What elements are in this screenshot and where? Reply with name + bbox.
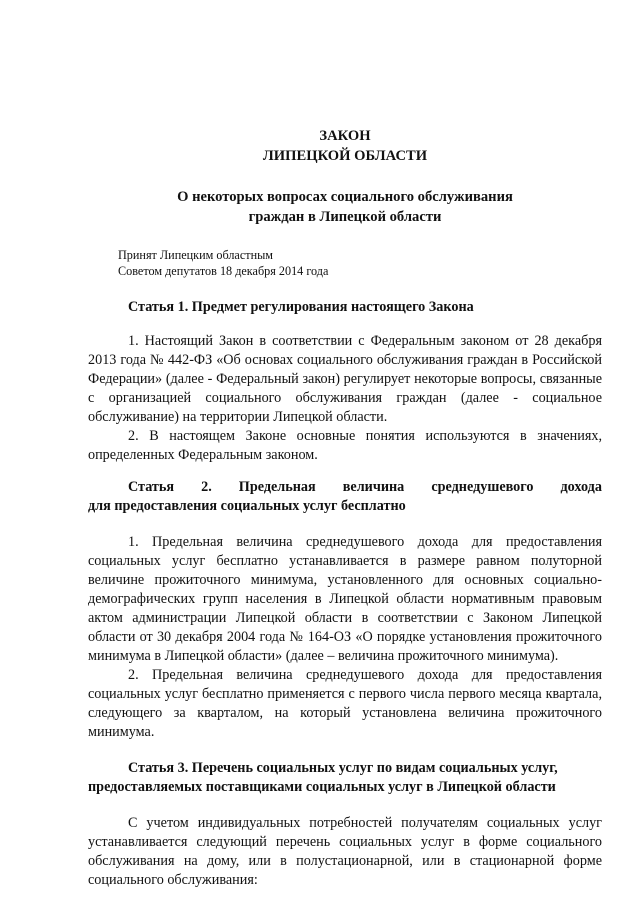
article-3-heading-line-1: Статья 3. Перечень социальных услуг по видам социальных услуг, [128, 760, 558, 776]
article-2-paragraph-2: 2. Предельная величина среднедушевого дохода для предоставления социальных услуг бесплатно применяется с первого числа первого месяца квартала, следующего за кварталом, на который установлена величина прожиточного минимума. [88, 667, 602, 740]
adoption-line-1: Принят Липецким областным [118, 248, 274, 262]
article-3-body [88, 814, 602, 890]
article-1-body [88, 332, 602, 465]
adoption-note [118, 247, 602, 279]
law-subject-line-1: О некоторых вопросах социального обслуживания [177, 189, 513, 205]
article-1-paragraph-2: 2. В настоящем Законе основные понятия используются в значениях, определенных Федеральным законом. [88, 428, 602, 463]
article-2-heading-word: величина [342, 479, 405, 495]
article-2-heading-line-1 [88, 478, 602, 497]
article-3-heading-line-2: предоставляемых поставщиками социальных услуг в Липецкой области [88, 779, 556, 795]
article-2-body [88, 533, 602, 742]
article-2-heading [88, 478, 602, 516]
law-title [88, 127, 602, 166]
article-2-heading-word: дохода [560, 479, 602, 495]
article-1-paragraph-1: 1. Настоящий Закон в соответствии с Федеральным законом от 28 декабря 2013 года № 442-ФЗ «Об основах социального обслуживания граждан в Российской Федерации» (далее - Федеральный закон) регулирует некоторые вопросы, связанные с организацией социального обслуживания граждан (далее - социальное обслуживание) на территории Липецкой области. [88, 333, 602, 425]
law-subject [88, 188, 602, 227]
article-2-heading-word: Статья [128, 479, 175, 495]
adoption-line-2: Советом депутатов 18 декабря 2014 года [118, 264, 329, 278]
law-title-line-1: ЗАКОН [319, 128, 371, 144]
article-2-heading-line-2: для предоставления социальных услуг бесплатно [88, 498, 406, 514]
article-2-heading-word: среднедушевого [431, 479, 534, 495]
document-body [88, 127, 602, 890]
article-2-paragraph-1: 1. Предельная величина среднедушевого дохода для предоставления социальных услуг бесплатно устанавливается в размере равном полуторной величине прожиточного минимума, установленного для основных социально-демографических групп населения в Липецкой области нормативным правовым актом администрации Липецкой области в соответствии с Законом Липецкой области от 30 декабря 2004 года № 164-ОЗ «О порядке установления прожиточного минимума в Липецкой области» (далее – величина прожиточного минимума). [88, 534, 602, 664]
article-3-heading [88, 759, 602, 797]
law-subject-line-2: граждан в Липецкой области [248, 208, 442, 225]
article-2-heading-word: Предельная [238, 479, 316, 495]
article-3-paragraph-1: С учетом индивидуальных потребностей получателям социальных услуг устанавливается следующий перечень социальных услуг в форме социального обслуживания на дому, или в полустационарной, или в стационарной форме социального обслуживания: [88, 815, 602, 888]
article-2-heading-word: 2. [201, 479, 212, 495]
article-1-heading: Статья 1. Предмет регулирования настоящего Закона [128, 299, 474, 315]
law-title-line-2: ЛИПЕЦКОЙ ОБЛАСТИ [262, 147, 428, 164]
